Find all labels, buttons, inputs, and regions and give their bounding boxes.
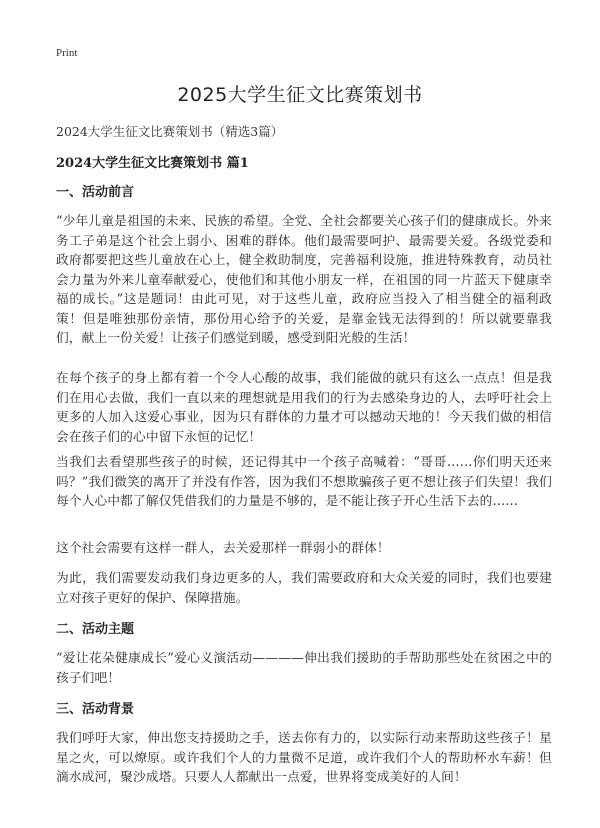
paragraph-4: 这个社会需要有这样一群人，去关爱那样一群弱小的群体！ [56, 540, 390, 555]
paragraph-7: 我们呼吁大家，伸出您支持援助之手，送去你有力的，以实际行动来帮助这些孩子！星星之火，可以燎原。或许我们个人的力量微不足道，或许我们个人的帮助杯水车薪！但滴水成河，聚沙成塔。只要人人都献出一点爱，世界将变成美好的人间！ [56, 730, 552, 784]
document-subtitle: 2024大学生征文比赛策划书（精选3篇） [56, 124, 284, 139]
paragraph-3: 当我们去看望那些孩子的时候，还记得其中一个孩子高喊着：“哥哥……你们明天还来吗？”我们微笑的离开了并没有作答，因为我们不想欺骗孩子更不想让孩子们失望！我们每个人心中都了解仅凭借我们的力量是不够的，是不能让孩子开心生活下去的…… [56, 454, 552, 508]
paragraph-2: 在每个孩子的身上都有着一个令人心酸的故事，我们能做的就只有这么一点点！但是我们在用心去做，我们一直以来的理想就是用我们的行为去感染身边的人，去呼吁社会上更多的人加入这爱心事业，因为只有群体的力量才可以撼动天地的！今天我们做的相信会在孩子们的心中留下永恒的记忆！ [56, 370, 552, 444]
paragraph-5: 为此，我们需要发动我们身边更多的人，我们需要政府和大众关爱的同时，我们也要建立对孩子更好的保护、保障措施。 [56, 570, 552, 605]
page-title: 2025大学生征文比赛策划书 [177, 84, 423, 106]
paragraph-1: “少年儿童是祖国的未来、民族的希望。全党、全社会都要关心孩子们的健康成长。外来务工子弟是这个社会上弱小、困难的群体。他们最需要呵护、最需要关爱。各级党委和政府都要把这些儿童放在心上，健全救助制度，完善福利设施，推进特殊教育，动员社会力量为外来儿童奉献爱心，使他们和其他小朋友一样，在祖国的同一片蓝天下健康幸福的成长。”这是题词！由此可见，对于这些儿童，政府应当投入了相当健全的福利政策！但是唯独那份亲情，那份用心给予的关爱，是靠金钱无法得到的！所以就要靠我们，献上一份关爱！让孩子们感觉到暖，感受到阳光般的生活！ [56, 213, 552, 345]
print-link[interactable]: Print [56, 47, 78, 59]
heading-activity-background: 三、活动背景 [56, 702, 135, 717]
paragraph-6: “爱让花朵健康成长”爱心义演活动————伸出我们援助的手帮助那些处在贫困之中的孩子们吧！ [56, 650, 552, 685]
heading-activity-theme: 二、活动主题 [56, 622, 135, 637]
heading-activity-preface: 一、活动前言 [56, 185, 135, 200]
section-title: 2024大学生征文比赛策划书 篇1 [56, 156, 249, 171]
